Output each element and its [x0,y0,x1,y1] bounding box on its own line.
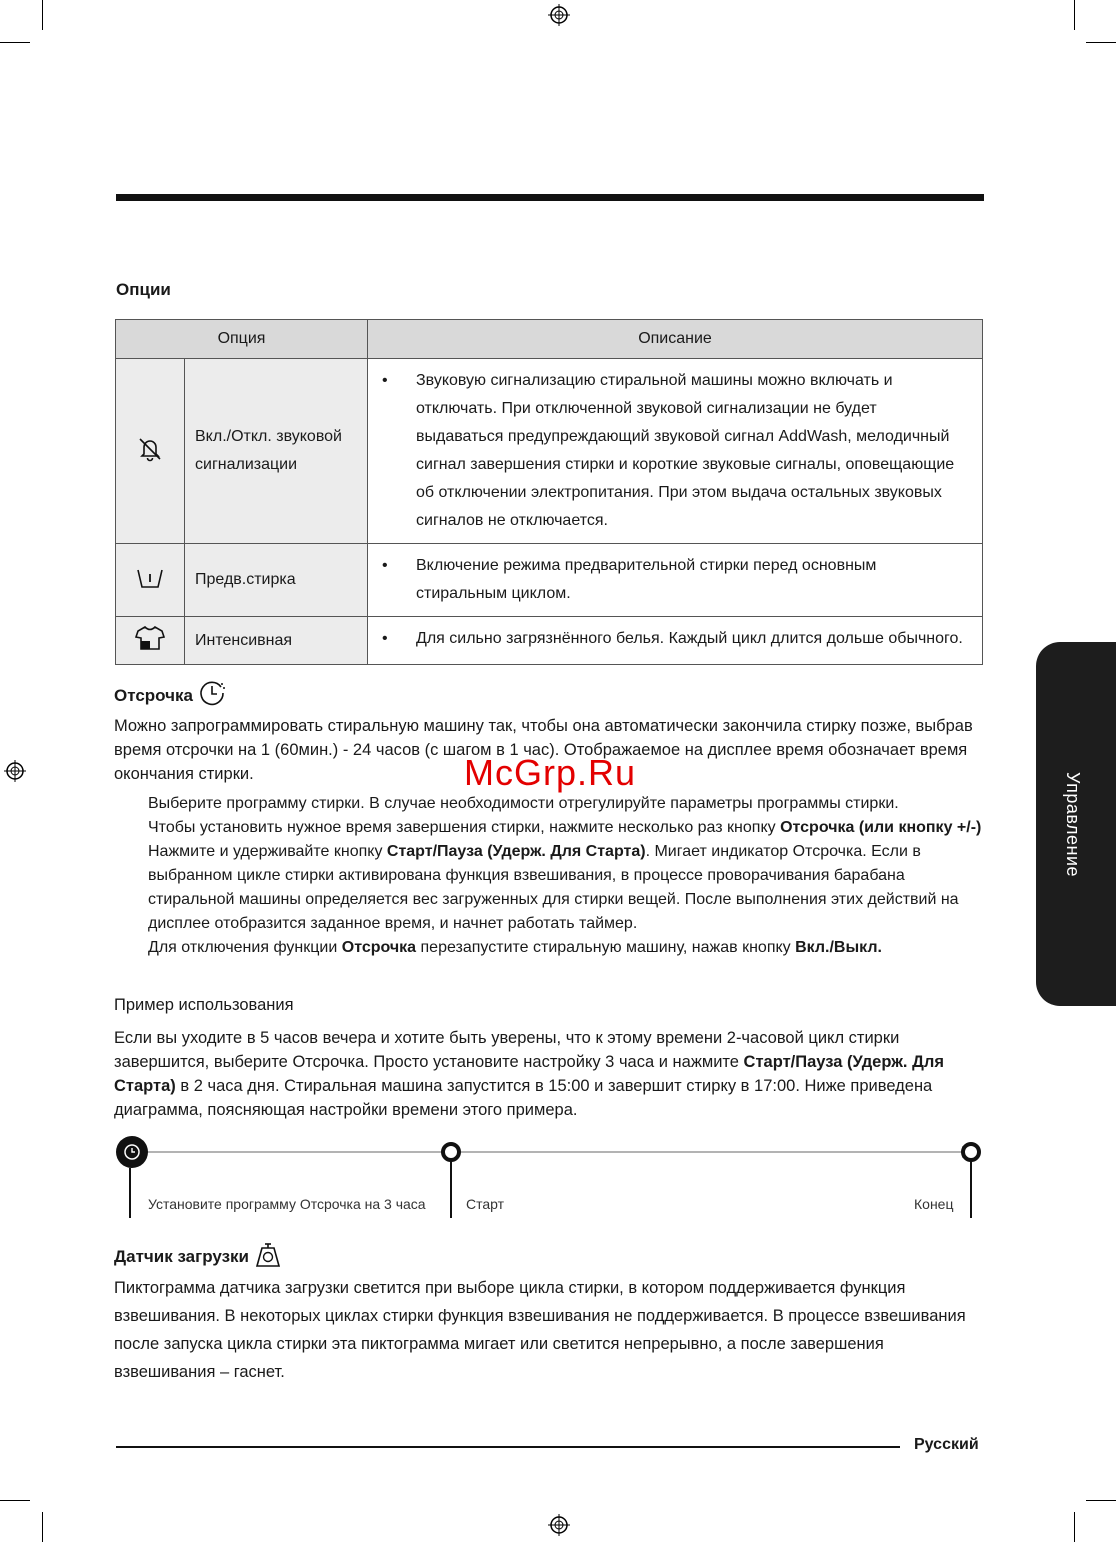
load-sensor-text: Пиктограмма датчика загрузки светится при выборе цикла стирки, в котором поддерживается функция взвешивания. В некоторых циклах стирки функция взвешивания не поддерживается. В процессе взвешивания после запуска цикла стирки эта пиктограмма мигает или светится непрерывно, а после завершения взвешивания – гаснет. [114,1279,966,1381]
option-name: Предв.стирка [185,544,368,617]
option-description: • Для сильно загрязнённого белья. Каждый цикл длится дольше обычного. [368,617,983,665]
option-description: • Звуковую сигнализацию стиральной машины можно включать и отключать. При отключенной звуковой сигнализации не будет выдаваться предупреждающий звуковой сигнал AddWash, мелодичный сигнал завершения стирки и короткие звуковые сигналы, оповещающие об отключении электропитания. При этом выдача остальных звуковых сигналов не отключается. [368,359,983,544]
table-row [116,359,983,544]
footer-language: Русский [914,1436,979,1453]
timeline-label-set: Установите программу Отсрочка на 3 часа [148,1196,426,1212]
column-header-option: Опция [116,320,368,359]
bell-off-icon [116,359,185,544]
crop-mark [0,42,30,43]
crop-mark [1086,1500,1116,1501]
delay-heading [114,684,227,708]
example-text: Если вы уходите в 5 часов вечера и хотите быть уверены, что к этому времени 2-часовой цикл стирки завершится, выберите Отсрочка. Просто установите настройку 3 часа и нажмите Старт/Пауза (Удерж. Для Старта) в 2 часа дня. Стиральная машина запустится в 15:00 и завершит стирку в 17:00. Ниже приведена диаграмма, поясняющая настройки времени этого примера. [114,1029,944,1119]
header-rule [116,194,984,201]
delay-clock-icon [197,678,227,708]
delay-title: Отсрочка [114,686,193,705]
side-tab-label: Управление [1063,772,1083,878]
load-sensor-title: Датчик загрузки [114,1247,250,1266]
timeline-label-start: Старт [466,1196,505,1212]
load-sensor-heading [114,1244,283,1270]
crop-mark [0,1500,30,1501]
crop-mark [1074,1512,1075,1542]
description-text: Включение режима предварительной стирки перед основным стиральным циклом. [416,557,877,602]
crop-mark [42,0,43,30]
column-header-description: Описание [368,320,983,359]
side-tab [1036,642,1116,1006]
crop-mark [42,1512,43,1542]
delay-steps [148,792,984,960]
prewash-icon [116,544,185,617]
step-3: Нажмите и удерживайте кнопку Старт/Пауза (Удерж. Для Старта). Мигает индикатор Отсрочка. Если в выбранном цикле стирки активирована функция взвешивания, в процессе проворачивания барабана стиральной машины определяется вес загруженных для стирки вещей. После выполнения этих действий на дисплее отобразится заданное время, и начнет работать таймер. [148,843,959,932]
footer-rule [116,1446,900,1448]
registration-mark-icon [548,4,570,26]
watermark: McGrp.Ru [464,752,637,793]
step-4: Для отключения функции Отсрочка перезапустите стиральную машину, нажав кнопку Вкл./Выкл. [148,939,882,956]
timeline-label-end: Конец [914,1196,954,1212]
options-heading: Опции [116,280,171,299]
step-1: Выберите программу стирки. В случае необходимости отрегулируйте параметры программы стирки. [148,795,899,812]
intensive-shirt-icon [116,617,185,665]
crop-mark [1086,42,1116,43]
registration-mark-icon [548,1514,570,1536]
option-name: Вкл./Откл. звуковой сигнализации [185,359,368,544]
crop-mark [1074,0,1075,30]
step-2: Чтобы установить нужное время завершения стирки, нажмите несколько раз кнопку Отсрочка (или кнопку +/-) [148,819,982,836]
table-header-row [116,320,983,359]
load-sensor-icon [253,1240,283,1270]
example-title: Пример использования [114,996,294,1014]
delay-intro: Можно запрограммировать стиральную машину так, чтобы она автоматически закончила стирку позже, выбрав время отсрочки на 1 (60мин.) - 24 часов (с шагом в 1 час). Отображаемое на дисплее время обозначает время окончания стирки. [114,717,973,783]
option-description: • Включение режима предварительной стирки перед основным стиральным циклом. [368,544,983,617]
description-text: Звуковую сигнализацию стиральной машины можно включать и отключать. При отключенной звуковой сигнализации не будет выдаваться предупреждающий звуковой сигнал AddWash, мелодичный сигнал завершения стирки и короткие звуковые сигналы, оповещающие об отключении электропитания. При этом выдача остальных звуковых сигналов не отключается. [416,372,955,529]
table-row [116,617,983,665]
registration-mark-icon [4,760,26,782]
description-text: Для сильно загрязнённого белья. Каждый цикл длится дольше обычного. [416,630,963,647]
option-name: Интенсивная [185,617,368,665]
options-table [115,319,983,665]
table-row [116,544,983,617]
